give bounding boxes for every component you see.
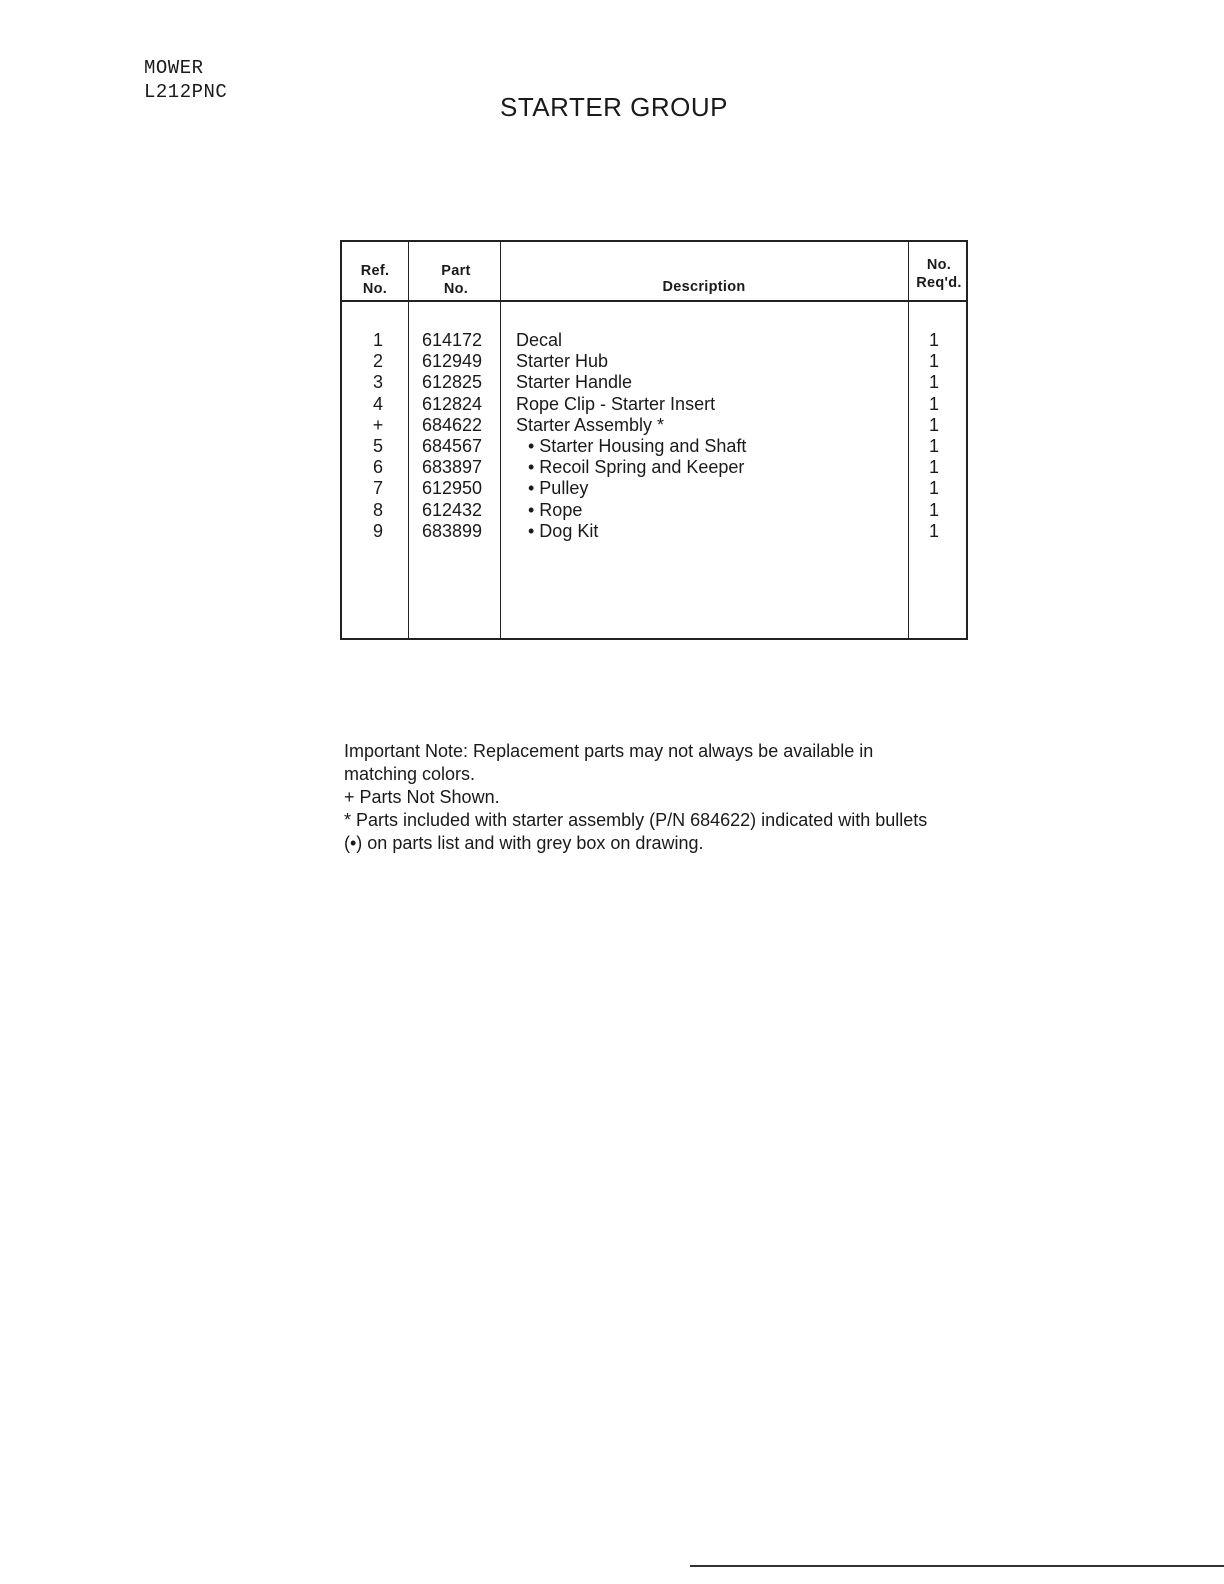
part-cell: 614172 bbox=[422, 330, 483, 350]
description-cell: • Starter Housing and Shaft bbox=[528, 435, 747, 456]
part-cell: 683897 bbox=[422, 457, 483, 478]
description-cell: • Recoil Spring and Keeper bbox=[528, 457, 745, 478]
page-title: STARTER GROUP bbox=[500, 92, 729, 122]
description-cell: Starter Assembly * bbox=[516, 414, 665, 435]
table-row bbox=[342, 457, 966, 478]
note-assembly: * Parts included with starter assembly (P/N 684622) indicated with bullets bbox=[344, 810, 928, 830]
table-row bbox=[342, 330, 966, 351]
qty-cell: 1 bbox=[928, 499, 939, 520]
table-row bbox=[342, 436, 966, 457]
part-cell: 612825 bbox=[422, 372, 483, 393]
ref-cell: 3 bbox=[372, 372, 383, 393]
header-divider bbox=[342, 300, 966, 302]
ref-cell: 6 bbox=[372, 457, 383, 478]
description-cell: Starter Handle bbox=[516, 372, 633, 393]
table-row bbox=[342, 521, 966, 542]
part-cell: 683899 bbox=[422, 520, 483, 541]
model-category: MOWER bbox=[144, 57, 204, 79]
note-important: Important Note: Replacement parts may not always be available in bbox=[344, 741, 874, 761]
table-row bbox=[342, 500, 966, 521]
ref-cell: 1 bbox=[372, 330, 383, 350]
part-cell: 612824 bbox=[422, 393, 483, 414]
part-cell: 684567 bbox=[422, 435, 483, 456]
ref-cell: 4 bbox=[372, 393, 383, 414]
ref-cell: 9 bbox=[372, 520, 383, 541]
table-row bbox=[342, 372, 966, 393]
ref-cell: 8 bbox=[372, 499, 383, 520]
note-important-cont: matching colors. bbox=[344, 764, 476, 784]
model-number: L212PNC bbox=[144, 81, 228, 103]
notes bbox=[344, 740, 1004, 855]
header-qty-required: No. Req'd. bbox=[916, 257, 962, 291]
qty-cell: 1 bbox=[928, 520, 939, 541]
parts-table bbox=[340, 240, 968, 640]
ref-cell: 7 bbox=[372, 478, 383, 499]
description-cell: • Rope bbox=[528, 499, 583, 520]
table-row bbox=[342, 394, 966, 415]
description-cell: • Dog Kit bbox=[528, 520, 599, 541]
ref-cell: + bbox=[372, 414, 384, 435]
qty-cell: 1 bbox=[928, 435, 939, 456]
description-cell: • Pulley bbox=[528, 478, 589, 499]
ref-cell: 5 bbox=[372, 435, 383, 456]
parts-rows bbox=[342, 330, 966, 542]
part-cell: 612950 bbox=[422, 478, 483, 499]
description-cell: Starter Hub bbox=[516, 351, 609, 372]
model-label bbox=[144, 56, 227, 104]
qty-cell: 1 bbox=[928, 393, 939, 414]
bottom-rule bbox=[690, 1565, 1224, 1567]
note-assembly-cont: (•) on parts list and with grey box on drawing. bbox=[344, 833, 704, 853]
qty-cell: 1 bbox=[928, 414, 939, 435]
part-cell: 612432 bbox=[422, 499, 483, 520]
table-row bbox=[342, 415, 966, 436]
part-cell: 684622 bbox=[422, 414, 483, 435]
qty-cell: 1 bbox=[928, 457, 939, 478]
description-cell: Decal bbox=[516, 330, 563, 350]
description-cell: Rope Clip - Starter Insert bbox=[516, 393, 716, 414]
qty-cell: 1 bbox=[928, 351, 939, 372]
header-ref-no: Ref. No. bbox=[360, 263, 390, 297]
qty-cell: 1 bbox=[928, 330, 939, 350]
table-row bbox=[342, 478, 966, 499]
qty-cell: 1 bbox=[928, 372, 939, 393]
part-cell: 612949 bbox=[422, 351, 483, 372]
header-part-no: Part No. bbox=[441, 263, 471, 297]
ref-cell: 2 bbox=[372, 351, 383, 372]
table-row bbox=[342, 351, 966, 372]
header-description: Description bbox=[662, 279, 746, 295]
qty-cell: 1 bbox=[928, 478, 939, 499]
note-parts-not-shown: + Parts Not Shown. bbox=[344, 787, 500, 807]
